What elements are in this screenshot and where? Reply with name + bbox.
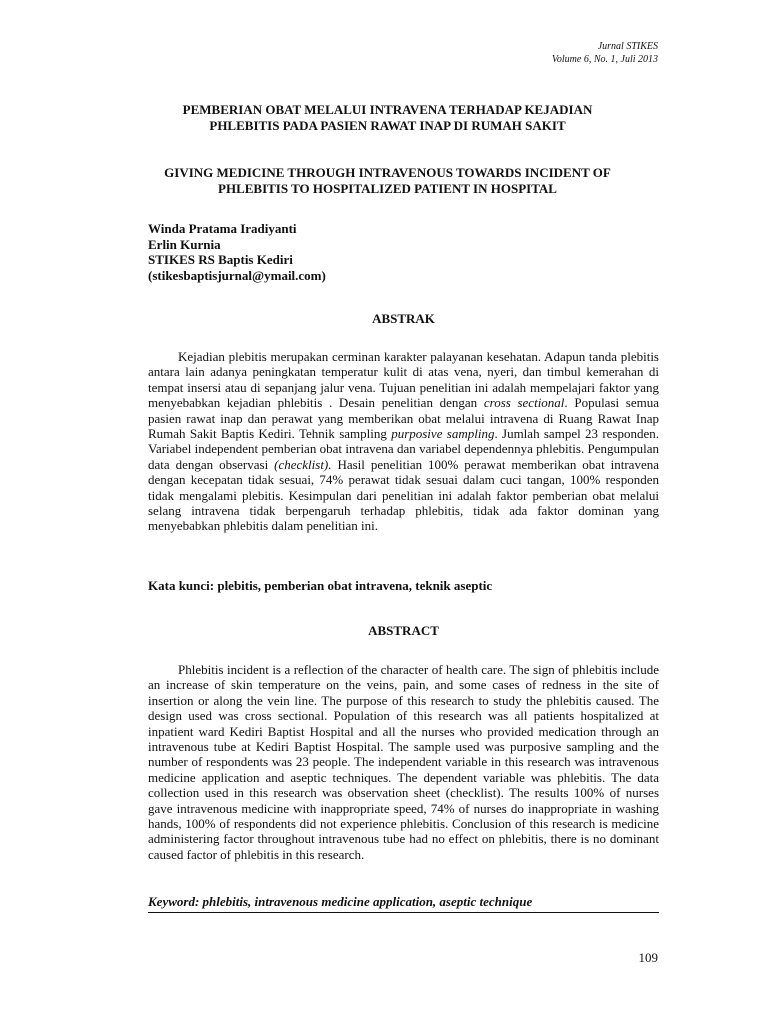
abstract-paragraph: Phlebitis incident is a reflection of the character of health care. The sign of phlebitis include an increase of skin temperature on the veins, pain, and some cases of redness in the site of insertion or along the vein line. The purpose of this research to study the phlebitis caused. The design used was cross sectional. Population of this research was all patients hospitalized at inpatient ward Kediri Baptist Hospital and all the nurses who provided medication through an intravenous tube at Kediri Baptist Hospital. The sample used was purposive sampling and the number of respondents was 23 people. The independent variable in this research was intravenous medicine application and aseptic techniques. The dependent variable was phlebitis. The data collection used in this research was observation sheet (checklist). The results 100% of nurses gave intravenous medicine with inappropriate speed, 74% of nurses do inappropriate in washing hands, 100% of respondents did not experience phlebitis. Conclusion of this research is medicine administering factor throughout intravenous tube had no effect on phlebitis, there is no dominant caused factor of phlebitis in this research.: [148, 662, 659, 862]
journal-volume: Volume 6, No. 1, Juli 2013: [551, 54, 658, 65]
journal-name: Jurnal STIKES: [597, 41, 658, 52]
abstrak-italic-term: (checklist).: [274, 456, 332, 472]
abstrak-italic-term: purposive sampling: [391, 426, 495, 442]
author-affiliation: STIKES RS Baptis Kediri: [148, 252, 293, 267]
abstrak-text: Kejadian plebitis merupakan cerminan karakter palayanan kesehatan. Adapun tanda plebitis antara lain adanya peningkatan temperatur kulit di atas vena, nyeri, dan timbul kemerahan di tempat insersi atau di sepanjang jalur vena. Tujuan penelitian ini adalah mempelajari faktor yang menyebabkan kejadian phlebitis . Desain penelitian dengan: [148, 349, 659, 411]
title-english: [120, 165, 655, 197]
title-en-line2: PHLEBITIS TO HOSPITALIZED PATIENT IN HOSPITAL: [218, 181, 557, 196]
abstrak-text: . Populasi semua pasien rawat inap dan perawat yang memberikan obat melalui intravena di Ruang Rawat Inap Rumah Sakit Baptis Kediri. Tehnik sampling: [148, 395, 660, 442]
running-header: [552, 40, 658, 66]
abstrak-text: Hasil penelitian 100% perawat memberikan obat intravena dengan kecepatan tidak sesuai, 74% perawat tidak sesuai dalam cuci tangan, 100% responden tidak mengalami plebitis. Kesimpulan dari penelitian ini adalah faktor pemberian obat melalui selang intravena tidak berpengaruh terhadap phlebitis, tidak ada faktor dominan yang menyebabkan phlebitis dalam penelitian ini.: [148, 456, 659, 534]
title-id-line2: PHLEBITIS PADA PASIEN RAWAT INAP DI RUMAH SAKIT: [209, 118, 566, 133]
abstrak-text: . Jumlah sampel 23 responden. Variabel independent pemberian obat intravena dan variabel dependennya phlebitis. Pengumpulan data dengan observasi: [148, 426, 660, 472]
keywords: Keyword: phlebitis, intravenous medicine application, aseptic technique: [148, 894, 659, 913]
title-en-line1: GIVING MEDICINE THROUGH INTRAVENOUS TOWARDS INCIDENT OF: [164, 165, 611, 180]
author-name: Winda Pratama Iradiyanti: [148, 221, 297, 236]
kata-kunci: Kata kunci: plebitis, pemberian obat intravena, teknik aseptic: [148, 578, 493, 593]
abstrak-paragraph: [148, 349, 659, 534]
author-name: Erlin Kurnia: [148, 236, 221, 252]
abstrak-heading: ABSTRAK: [372, 311, 435, 326]
page-number: 109: [638, 950, 658, 965]
author-email: (stikesbaptisjurnal@ymail.com): [148, 267, 326, 283]
abstrak-italic-term: cross sectional: [483, 395, 565, 411]
author-block: [148, 221, 326, 283]
abstract-heading: ABSTRACT: [368, 623, 439, 638]
title-indonesian: [120, 102, 655, 134]
title-id-line1: PEMBERIAN OBAT MELALUI INTRAVENA TERHADAP KEJADIAN: [182, 102, 593, 117]
